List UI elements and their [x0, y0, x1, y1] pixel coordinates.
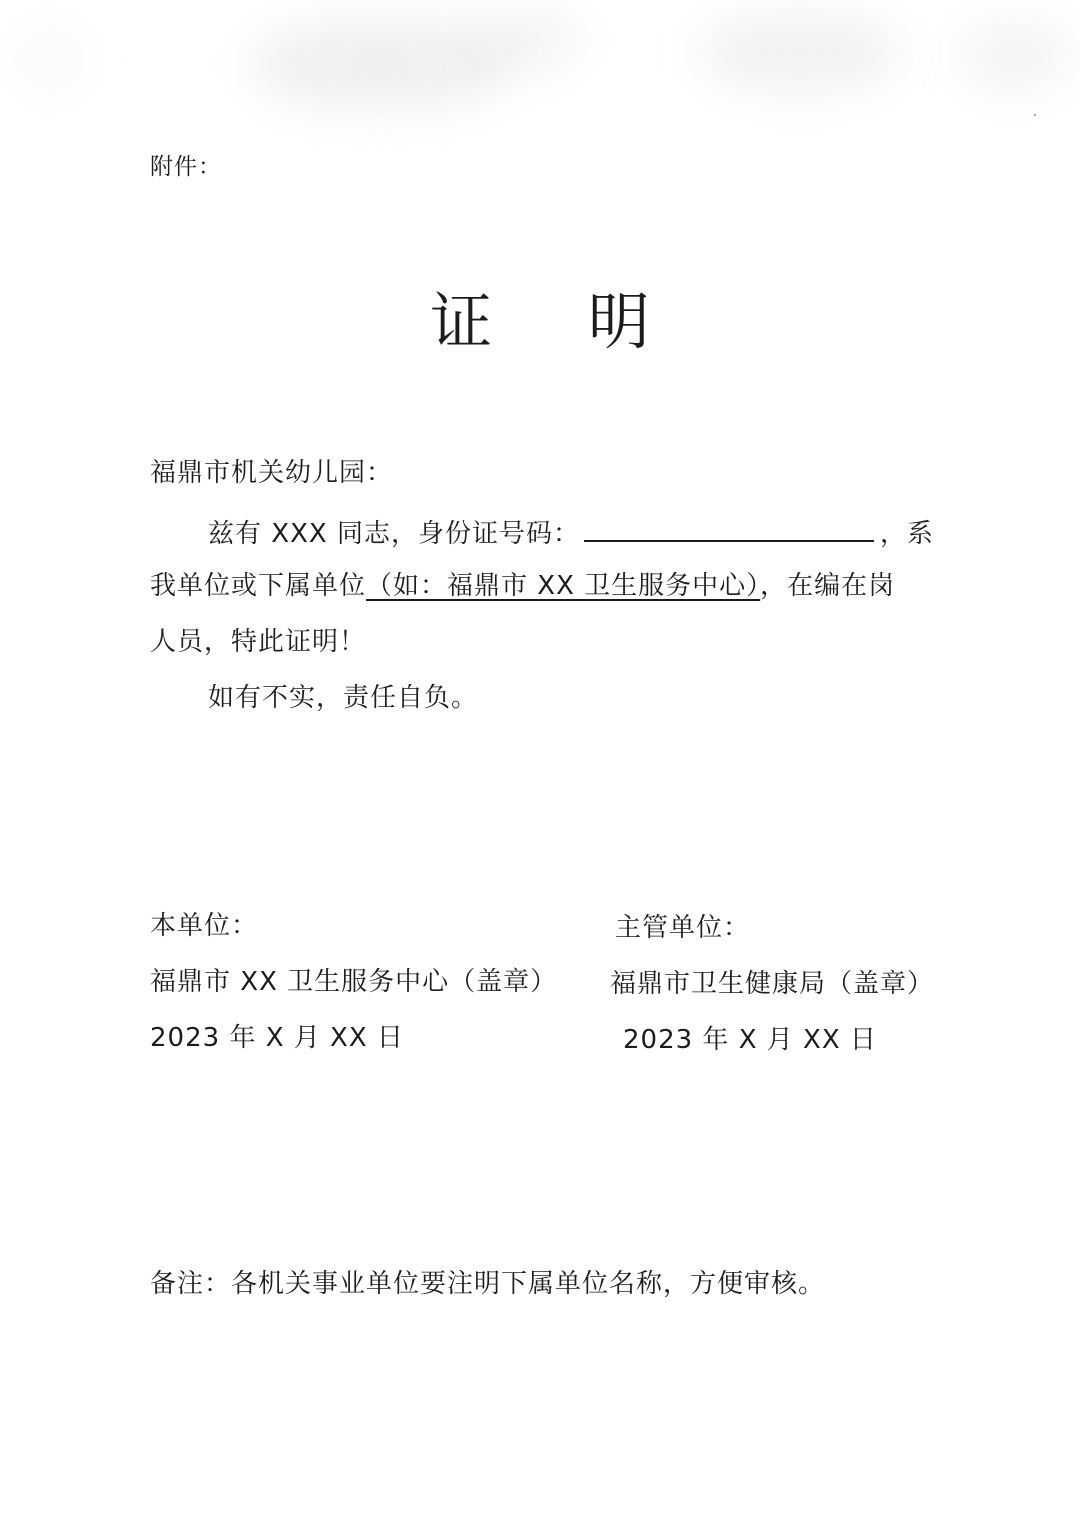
id-number-blank: [584, 514, 874, 542]
paragraph-responsibility: 如有不实，责任自负。: [208, 683, 479, 713]
attachment-label: 附件：: [150, 154, 222, 180]
scan-shadow: [960, 20, 1070, 90]
right-signature-unit: 福鼎市卫生健康局（盖章）: [610, 969, 935, 999]
right-signature-label: 主管单位：: [615, 913, 751, 943]
scan-shadow: [250, 20, 510, 110]
addressee: 福鼎市机关幼儿园：: [150, 458, 394, 488]
unit-example-underlined: （如：福鼎市 XX 卫生服务中心）: [366, 571, 761, 601]
left-signature-label: 本单位：: [150, 911, 259, 941]
scan-shadow: [470, 10, 580, 70]
paragraph-identity-end: ，系: [879, 519, 934, 549]
paragraph-unit: [150, 570, 895, 604]
paragraph-identity: [208, 514, 934, 552]
paragraph-unit-end: ，在编在岗: [760, 571, 896, 601]
scan-shadow: [20, 30, 80, 90]
paragraph-identity-start: 兹有 XXX 同志，身份证号码：: [208, 519, 580, 549]
left-signature-date: 2023 年 X 月 XX 日: [150, 1023, 404, 1053]
remark-note: 备注：各机关事业单位要注明下属单位名称，方便审核。: [150, 1269, 826, 1299]
document-title: 证 明: [430, 285, 688, 358]
paragraph-certify: 人员，特此证明！: [150, 627, 367, 657]
left-signature-unit: 福鼎市 XX 卫生服务中心（盖章）: [150, 967, 558, 997]
right-signature-date: 2023 年 X 月 XX 日: [623, 1025, 877, 1055]
scan-speck: [1034, 114, 1036, 116]
paragraph-unit-start: 我单位或下属单位: [150, 571, 367, 601]
scan-shadow: [700, 15, 900, 90]
